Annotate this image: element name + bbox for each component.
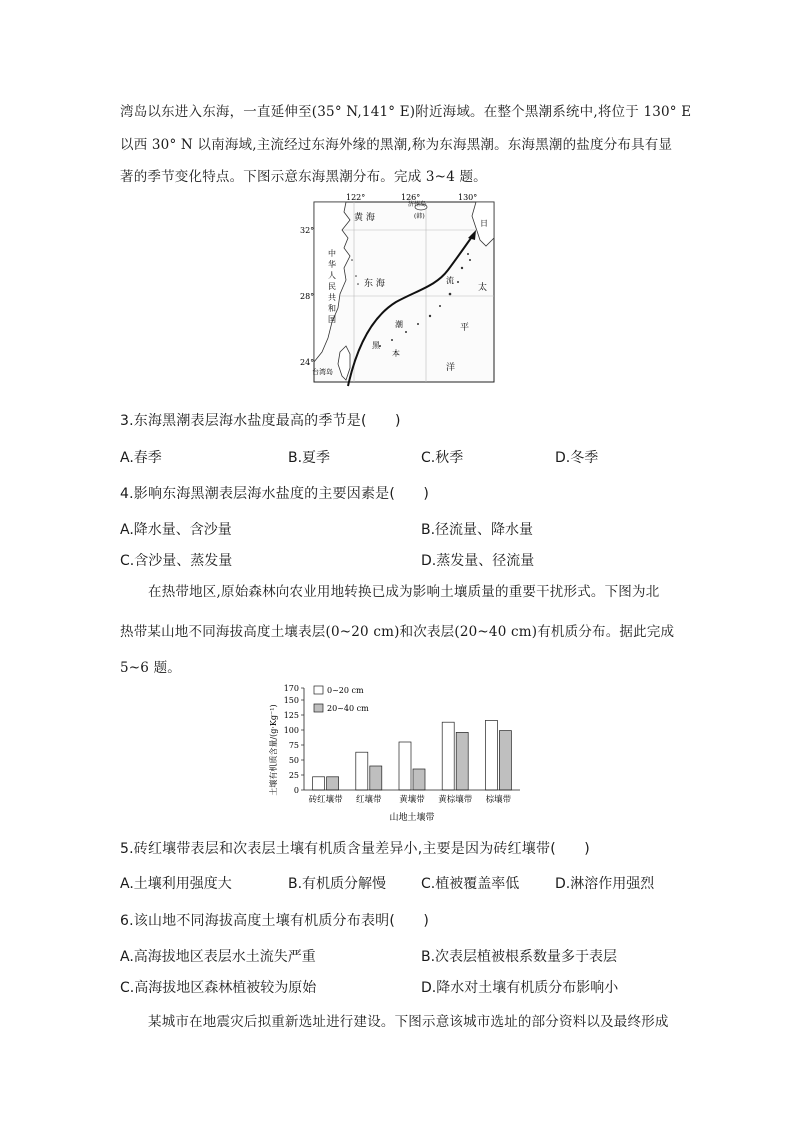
q4-stem: 4.影响东海黑潮表层海水盐度的主要因素是( ) (120, 486, 430, 502)
label-taiwan: 台湾岛 (312, 368, 333, 376)
q3-option-a[interactable]: A.春季 (120, 450, 162, 466)
q4-option-c[interactable]: C.含沙量、蒸发量 (120, 553, 233, 569)
legend-swatch-surface (314, 686, 323, 694)
label-current-1: 流 (446, 276, 454, 285)
bar-subsurface (499, 731, 511, 790)
label-korea: (韩) (414, 213, 425, 220)
label-pacific-2: 平 (460, 323, 470, 333)
x-category-label: 棕壤带 (485, 795, 512, 805)
label-east-sea: 东 海 (364, 279, 385, 289)
q6-option-c[interactable]: C.高海拔地区森林植被较为原始 (120, 980, 317, 996)
intro2-line-2: 热带某山地不同海拔高度土壤表层(0~20 cm)和次表层(20~40 cm)有机质分布。据此完成 (120, 624, 675, 640)
q6-option-a[interactable]: A.高海拔地区表层水土流失严重 (120, 949, 316, 965)
y-tick-label: 25 (288, 771, 299, 780)
x-category-label: 黄棕壤带 (438, 795, 473, 805)
lat-24: 24° (300, 358, 315, 367)
intro-line-1: 湾岛以东进入东海，一直延伸至(35° N,141° E)附近海域。在整个黑潮系统中,将位于 130° E (120, 104, 692, 120)
label-current-3: 黑 (372, 341, 380, 350)
y-tick-label: 75 (288, 741, 299, 750)
y-tick-label: 50 (288, 756, 299, 765)
chart-ylabel: 土壤有机质含量/(g·Kg⁻¹) (269, 704, 278, 796)
lon-126: 126° (401, 193, 421, 202)
q3-option-b[interactable]: B.夏季 (288, 450, 331, 466)
lat-28: 28° (300, 292, 315, 301)
q5-option-a[interactable]: A.土壤利用强度大 (120, 876, 232, 892)
label-ben: 本 (392, 349, 400, 358)
chart-xlabel: 山地土壤带 (389, 813, 435, 823)
q5-stem: 5.砖红壤带表层和次表层土壤有机质含量差异小,主要是因为砖红壤带( ) (120, 841, 590, 857)
label-current-2: 潮 (395, 320, 403, 329)
legend-label-surface: 0~20 cm (327, 686, 364, 695)
q6-option-d[interactable]: D.降水对土壤有机质分布影响小 (421, 980, 619, 996)
intro2-line-1: 在热带地区,原始森林向农业用地转换已成为影响土壤质量的重要干扰形式。下图为北 (148, 584, 660, 600)
x-category-label: 黄壤带 (399, 795, 425, 805)
bar-surface (442, 722, 454, 790)
q4-option-b[interactable]: B.径流量、降水量 (421, 522, 534, 538)
bar-surface (485, 720, 497, 790)
bar-subsurface (456, 732, 468, 790)
bar-subsurface (327, 777, 339, 790)
label-china-5: 和 (328, 304, 336, 313)
q6-option-b[interactable]: B.次表层植被根系数量多于表层 (421, 949, 618, 965)
label-pacific-3: 洋 (446, 363, 456, 373)
intro2-line-3: 5~6 题。 (120, 660, 181, 676)
bar-surface (313, 777, 325, 790)
intro-line-3: 著的季节变化特点。下图示意东海黑潮分布。完成 3~4 题。 (120, 169, 487, 185)
y-tick-label: 170 (283, 684, 299, 693)
label-china (328, 248, 336, 324)
q4-option-a[interactable]: A.降水量、含沙量 (120, 522, 232, 538)
q5-option-b[interactable]: B.有机质分解慢 (288, 876, 387, 892)
x-category-label: 红壤带 (356, 795, 382, 805)
q5-option-d[interactable]: D.淋溶作用强烈 (555, 876, 655, 892)
bar-subsurface (413, 769, 425, 790)
kuroshio-map (300, 190, 500, 390)
lat-32: 32° (300, 226, 315, 235)
bar-surface (399, 742, 411, 790)
label-japan: 日 (480, 219, 488, 228)
lon-130: 130° (458, 193, 478, 202)
q4-option-d[interactable]: D.蒸发量、径流量 (421, 553, 535, 569)
y-tick-label: 100 (283, 726, 299, 735)
label-china-3: 民 (328, 282, 336, 291)
bar-subsurface (370, 766, 382, 790)
y-tick-label: 150 (283, 696, 299, 705)
bar-surface (356, 752, 368, 790)
legend-swatch-subsurface (314, 704, 323, 712)
intro-line-2: 以西 30° N 以南海域,主流经过东海外缘的黑潮,称为东海黑潮。东海黑潮的盐度分布具有显 (120, 137, 673, 153)
x-category-label: 砖红壤带 (308, 795, 343, 805)
label-china-0: 中 (328, 249, 336, 258)
label-china-6: 国 (328, 315, 336, 324)
soil-organic-matter-chart (262, 678, 552, 828)
q3-stem: 3.东海黑潮表层海水盐度最高的季节是( ) (120, 413, 401, 429)
lon-122: 122° (346, 193, 366, 202)
legend-label-subsurface: 20~40 cm (327, 704, 369, 713)
intro3-line-1: 某城市在地震灾后拟重新选址进行建设。下图示意该城市选址的部分资料以及最终形成 (148, 1014, 669, 1030)
y-tick-label: 0 (293, 786, 299, 795)
q3-option-c[interactable]: C.秋季 (421, 450, 464, 466)
q6-stem: 6.该山地不同海拔高度土壤有机质分布表明( ) (120, 913, 430, 929)
label-china-4: 共 (328, 293, 336, 302)
q3-option-d[interactable]: D.冬季 (555, 450, 599, 466)
y-tick-label: 125 (283, 711, 299, 720)
label-china-2: 人 (328, 271, 336, 280)
label-china-1: 华 (328, 260, 336, 269)
label-jeju: 济州岛 (408, 201, 427, 208)
q5-option-c[interactable]: C.植被覆盖率低 (421, 876, 520, 892)
label-yellow-sea: 黄 海 (354, 213, 375, 223)
label-pacific-1: 太 (478, 283, 488, 293)
